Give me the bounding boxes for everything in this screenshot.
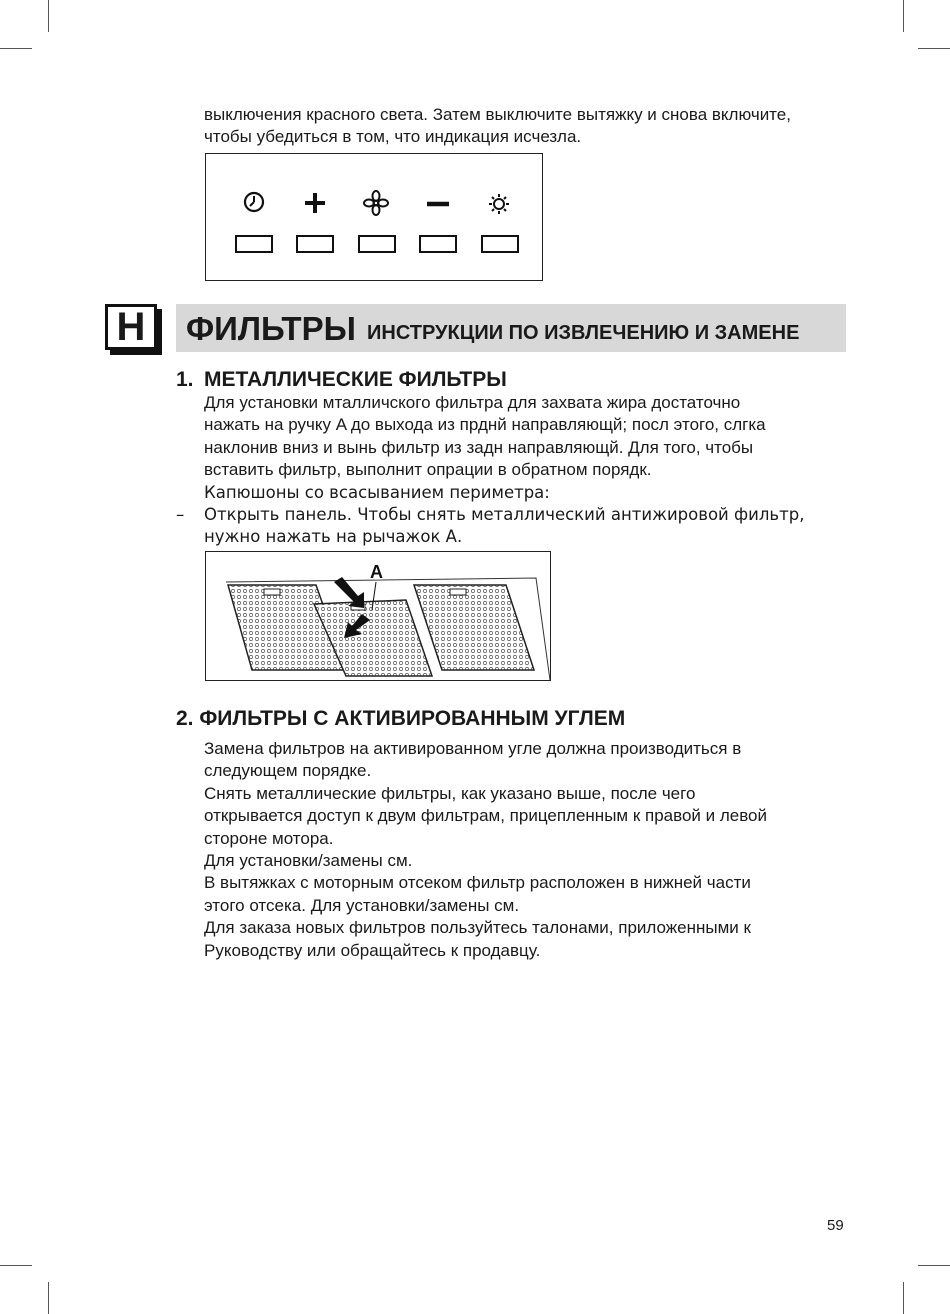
intro-paragraph <box>204 104 864 149</box>
plus-icon <box>305 193 325 213</box>
crop-mark <box>903 1282 904 1314</box>
filter-illustration <box>205 551 551 681</box>
intro-line: чтобы убедиться в том, что индикация исчезла. <box>204 127 582 147</box>
section2-line: открывается доступ к двум фильтрам, прицепленным к правой и левой <box>204 806 768 826</box>
panel-button <box>359 236 395 252</box>
section2-line: следующем порядке. <box>204 761 372 781</box>
section-letter <box>105 304 157 350</box>
section2-line: В вытяжках с моторным отсеком фильтр расположен в нижней части <box>204 873 751 893</box>
section2-paragraph <box>204 738 864 962</box>
crop-mark <box>0 48 32 49</box>
crop-mark <box>48 0 49 32</box>
lever-label: A <box>370 562 383 582</box>
filter-panel-right <box>414 585 534 670</box>
crop-mark <box>903 0 904 32</box>
section1-number: 1. <box>176 368 194 391</box>
panel-button <box>420 236 456 252</box>
light-icon <box>489 194 509 214</box>
crop-mark <box>48 1282 49 1314</box>
panel-button <box>297 236 333 252</box>
section1-line: нажать на ручку A до выхода из прднй направляющй; посл этого, слгка <box>204 415 766 435</box>
fan-icon <box>364 191 388 215</box>
crop-mark <box>918 48 950 49</box>
section1-title: МЕТАЛЛИЧЕСКИЕ ФИЛЬТРЫ <box>204 368 507 391</box>
section2-line: этого отсека. Для установки/замены см. <box>204 895 520 915</box>
section1-paragraph <box>204 392 864 549</box>
section2-line: стороне мотора. <box>204 828 334 848</box>
bullet-line: нужно нажать на рычажок А. <box>204 527 463 547</box>
panel-button <box>482 236 518 252</box>
bullet-dash: – <box>176 505 185 524</box>
panel-button <box>236 236 272 252</box>
section-subtitle: ИНСТРУКЦИИ ПО ИЗВЛЕЧЕНИЮ И ЗАМЕНЕ <box>367 322 800 344</box>
section2-line: Снять металлические фильтры, как указано выше, после чего <box>204 783 696 803</box>
page-number: 59 <box>827 1217 844 1234</box>
section1-line: Для установки мталличского фильтра для захвата жира достаточно <box>204 393 741 412</box>
section-title: ФИЛЬТРЫ <box>186 310 356 347</box>
section2-line: Руководству или обращайтесь к продавцу. <box>204 940 541 960</box>
bullet-line: Открыть панель. Чтобы снять металлический антижировой фильтр, <box>204 505 805 525</box>
section1-heading <box>176 368 507 392</box>
section1-line: вставить фильтр, выполнит опрации в обратном порядк. <box>204 460 652 480</box>
section2-heading: 2. ФИЛЬТРЫ С АКТИВИРОВАННЫМ УГЛЕМ <box>176 707 626 730</box>
crop-mark <box>918 1265 950 1266</box>
section-letter-text: H <box>116 305 146 349</box>
intro-line: выключения красного света. Затем выключите вытяжку и снова включите, <box>204 105 791 124</box>
section2-line: Замена фильтров на активированном угле должна производиться в <box>204 739 742 758</box>
section2-line: Для установки/замены см. <box>204 851 413 871</box>
section-header-bar <box>176 304 846 352</box>
section1-line: наклонив вниз и вынь фильтр из задн направляющй. Для того, чтобы <box>204 437 754 457</box>
section2-line: Для заказа новых фильтров пользуйтесь талонами, приложенными к <box>204 918 751 938</box>
perimeter-line: Капюшоны со всасыванием периметра: <box>204 482 550 502</box>
crop-mark <box>0 1265 32 1266</box>
control-panel-illustration <box>205 153 543 281</box>
clock-icon <box>245 193 263 211</box>
